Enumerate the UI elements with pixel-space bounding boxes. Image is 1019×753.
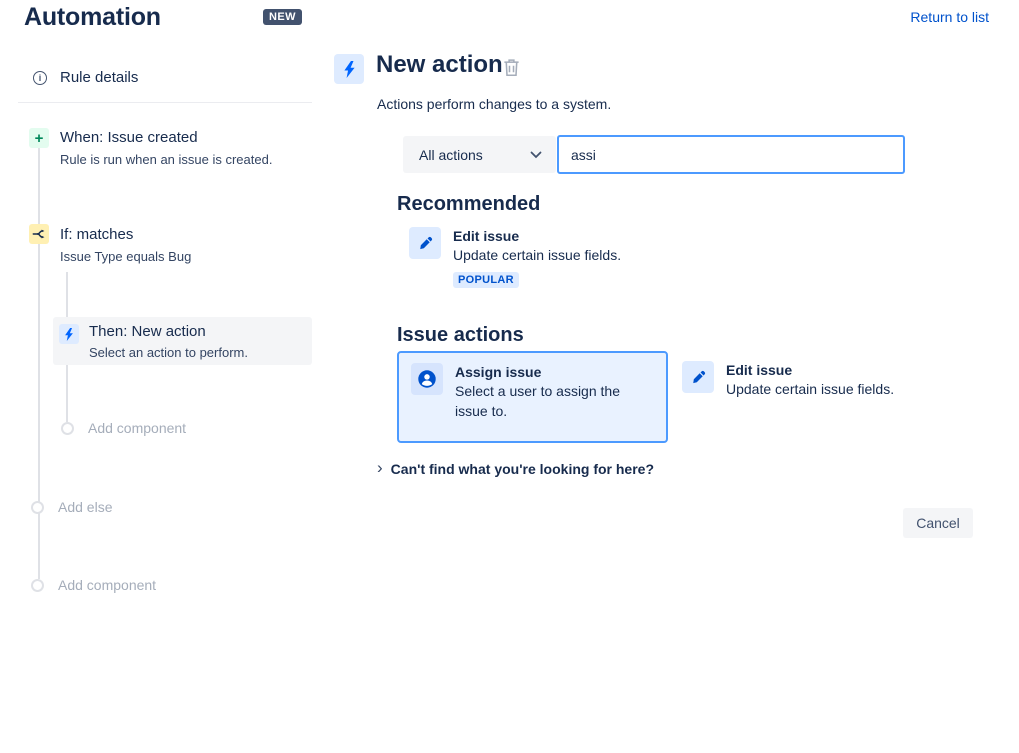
then-subtitle: Select an action to perform. — [89, 345, 248, 360]
new-badge: NEW — [263, 9, 302, 25]
trigger-plus-icon: + — [29, 128, 49, 148]
recommended-edit-issue-card[interactable] — [409, 227, 689, 288]
card-description: Update certain issue fields. — [726, 381, 895, 398]
add-component-button-nested[interactable] — [61, 420, 186, 436]
pencil-icon — [682, 361, 714, 393]
if-subtitle: Issue Type equals Bug — [60, 249, 192, 264]
assign-issue-card[interactable] — [397, 351, 668, 443]
page-title: Automation — [24, 3, 161, 31]
chevron-down-icon — [530, 146, 542, 164]
return-to-list-link[interactable]: Return to list — [910, 9, 989, 25]
expander-label: Can't find what you're looking for here? — [390, 461, 655, 477]
empty-circle-icon — [31, 501, 44, 514]
then-title: Then: New action — [89, 323, 206, 340]
when-subtitle: Rule is run when an issue is created. — [60, 152, 273, 167]
add-component-label: Add component — [88, 420, 187, 436]
sidebar-divider — [18, 102, 312, 103]
empty-circle-icon — [31, 579, 44, 592]
person-icon — [411, 363, 443, 395]
add-else-button[interactable] — [31, 499, 112, 515]
empty-circle-icon — [61, 422, 74, 435]
action-search-input[interactable] — [557, 135, 905, 174]
card-title: Assign issue — [455, 364, 542, 380]
sidebar-item-when-trigger[interactable] — [60, 129, 272, 167]
info-icon: i — [33, 71, 47, 85]
panel-title: New action — [376, 51, 503, 78]
add-component-button-root[interactable] — [31, 577, 156, 593]
lightning-icon — [334, 54, 364, 84]
when-title: When: Issue created — [60, 129, 198, 146]
sidebar-item-then-action[interactable] — [53, 317, 312, 365]
sidebar-item-rule-details[interactable] — [33, 69, 138, 86]
popular-badge: POPULAR — [453, 272, 519, 288]
card-title: Edit issue — [726, 362, 793, 378]
panel-description: Actions perform changes to a system. — [377, 96, 612, 112]
if-title: If: matches — [60, 226, 134, 243]
pencil-icon — [409, 227, 441, 259]
cant-find-expander[interactable] — [377, 458, 655, 477]
category-filter-dropdown[interactable] — [403, 136, 556, 173]
sidebar-item-if-condition[interactable] — [60, 226, 191, 264]
add-else-label: Add else — [58, 499, 113, 515]
rule-details-label: Rule details — [60, 69, 139, 86]
trash-icon[interactable] — [503, 58, 520, 82]
add-component-label: Add component — [58, 577, 157, 593]
branch-icon — [29, 224, 49, 244]
dropdown-value: All actions — [419, 146, 483, 163]
cancel-button[interactable]: Cancel — [903, 508, 973, 538]
edit-issue-card[interactable] — [682, 361, 942, 400]
chevron-right-icon: › — [377, 458, 383, 477]
card-description: Update certain issue fields. — [453, 247, 622, 264]
lightning-icon — [59, 324, 79, 344]
card-title: Edit issue — [453, 228, 520, 244]
card-description: Select a user to assign the issue to. — [455, 383, 620, 419]
recommended-heading: Recommended — [397, 193, 541, 215]
issue-actions-heading: Issue actions — [397, 324, 524, 346]
